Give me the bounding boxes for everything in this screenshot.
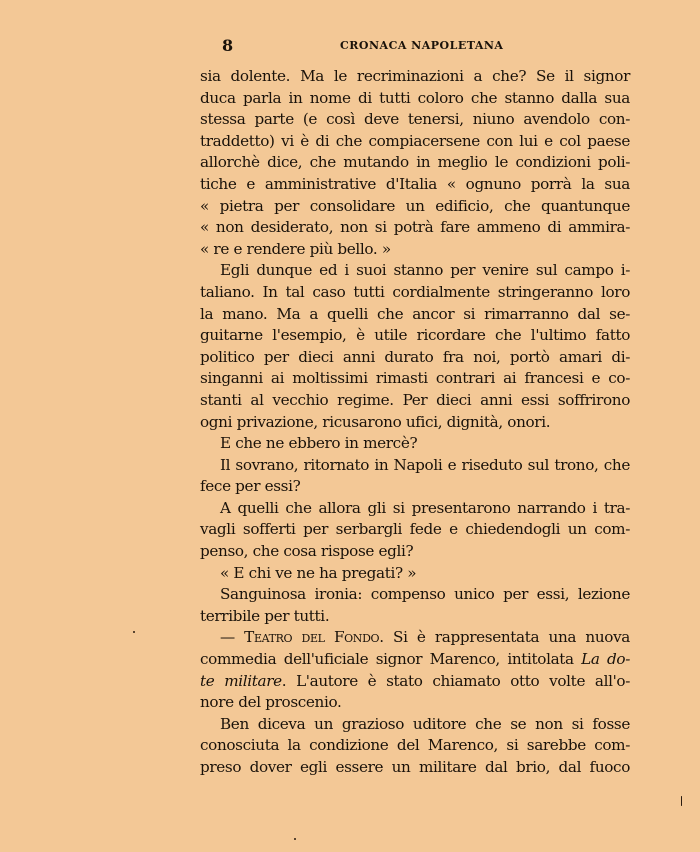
text-line: politico per dieci anni durato fra noi, portò amari di- — [200, 347, 630, 366]
page-header — [200, 36, 630, 58]
text-line: penso, che cosa rispose egli? — [200, 542, 414, 561]
text-line: fece per essi? — [200, 477, 301, 496]
text-line: tiche e amministrative d'Italia « ognuno porrà la sua — [200, 174, 630, 193]
play-title: La do- — [581, 650, 630, 669]
text-line: stanti al vecchio regime. Per dieci anni essi soffrirono — [200, 390, 630, 409]
text-line: taliano. In tal caso tutti cordialmente stringeranno loro — [200, 282, 630, 301]
text-segment: . L'autore è stato chiamato otto volte all'o- — [281, 671, 631, 690]
text-line: Ben diceva un grazioso uditore che se non si fosse — [220, 714, 630, 733]
text-line: stessa parte (e così deve tenersi, niuno avendolo con- — [200, 110, 630, 129]
text-line: preso dover egli essere un militare dal brio, dal fuoco — [200, 758, 630, 776]
text-line: vagli sofferti per serbargli fede e chiedendogli un com- — [200, 520, 630, 539]
theatre-name: Teatro del Fondo — [244, 628, 380, 647]
text-line: Sanguinosa ironia: compenso unico per essi, lezione — [220, 585, 630, 604]
text-line: terribile per tutti. — [200, 606, 330, 625]
play-title: te militare — [200, 671, 282, 690]
text-line: nore del proscenio. — [200, 693, 342, 712]
text-line — [200, 627, 630, 649]
text-line: conosciuta la condizione del Marenco, si sarebbe com- — [200, 736, 630, 755]
text-line: Egli dunque ed i suoi stanno per venire sul campo i- — [220, 261, 630, 280]
text-segment: commedia dell'uficiale signor Marenco, intitolata — [200, 650, 582, 669]
body-text — [200, 66, 630, 779]
text-line: « pietra per consolidare un edificio, che quantunque — [200, 196, 630, 215]
text-line — [200, 649, 630, 671]
page-speck — [681, 796, 682, 806]
page-speck — [294, 838, 296, 840]
running-head: CRONACA NAPOLETANA — [340, 39, 504, 52]
text-line: E che ne ebbero in mercè? — [220, 434, 418, 453]
text-line: « E chi ve ne ha pregati? » — [220, 563, 417, 582]
text-line: « re e rendere più bello. » — [200, 239, 391, 258]
text-line: la mano. Ma a quelli che ancor si rimarranno dal se- — [200, 304, 630, 323]
text-line: duca parla in nome di tutti coloro che stanno dalla sua — [200, 88, 630, 107]
em-dash: — — [220, 628, 245, 647]
text-line: singanni ai moltissimi rimasti contrari ai francesi e co- — [200, 369, 630, 388]
text-line: ogni privazione, ricusarono ufici, dignità, onori. — [200, 412, 551, 431]
text-line: traddetto) vi è di che compiacersene con lui e col paese — [200, 131, 630, 150]
page-speck — [133, 631, 135, 633]
text-line: sia dolente. Ma le recriminazioni a che? Se il signor — [200, 67, 630, 85]
page-number: 8 — [222, 36, 234, 55]
text-line: A quelli che allora gli si presentarono narrando i tra- — [220, 498, 630, 517]
text-line: guitarne l'esempio, è utile ricordare che l'ultimo fatto — [200, 326, 630, 345]
text-line: allorchè dice, che mutando in meglio le condizioni poli- — [200, 153, 630, 172]
text-line: « non desiderato, non si potrà fare ammeno di ammira- — [200, 218, 630, 237]
text-line: Il sovrano, ritornato in Napoli e riseduto sul trono, che — [220, 455, 630, 474]
text-segment: . Si è rappresentata una nuova — [379, 628, 631, 647]
text-line — [200, 671, 630, 693]
